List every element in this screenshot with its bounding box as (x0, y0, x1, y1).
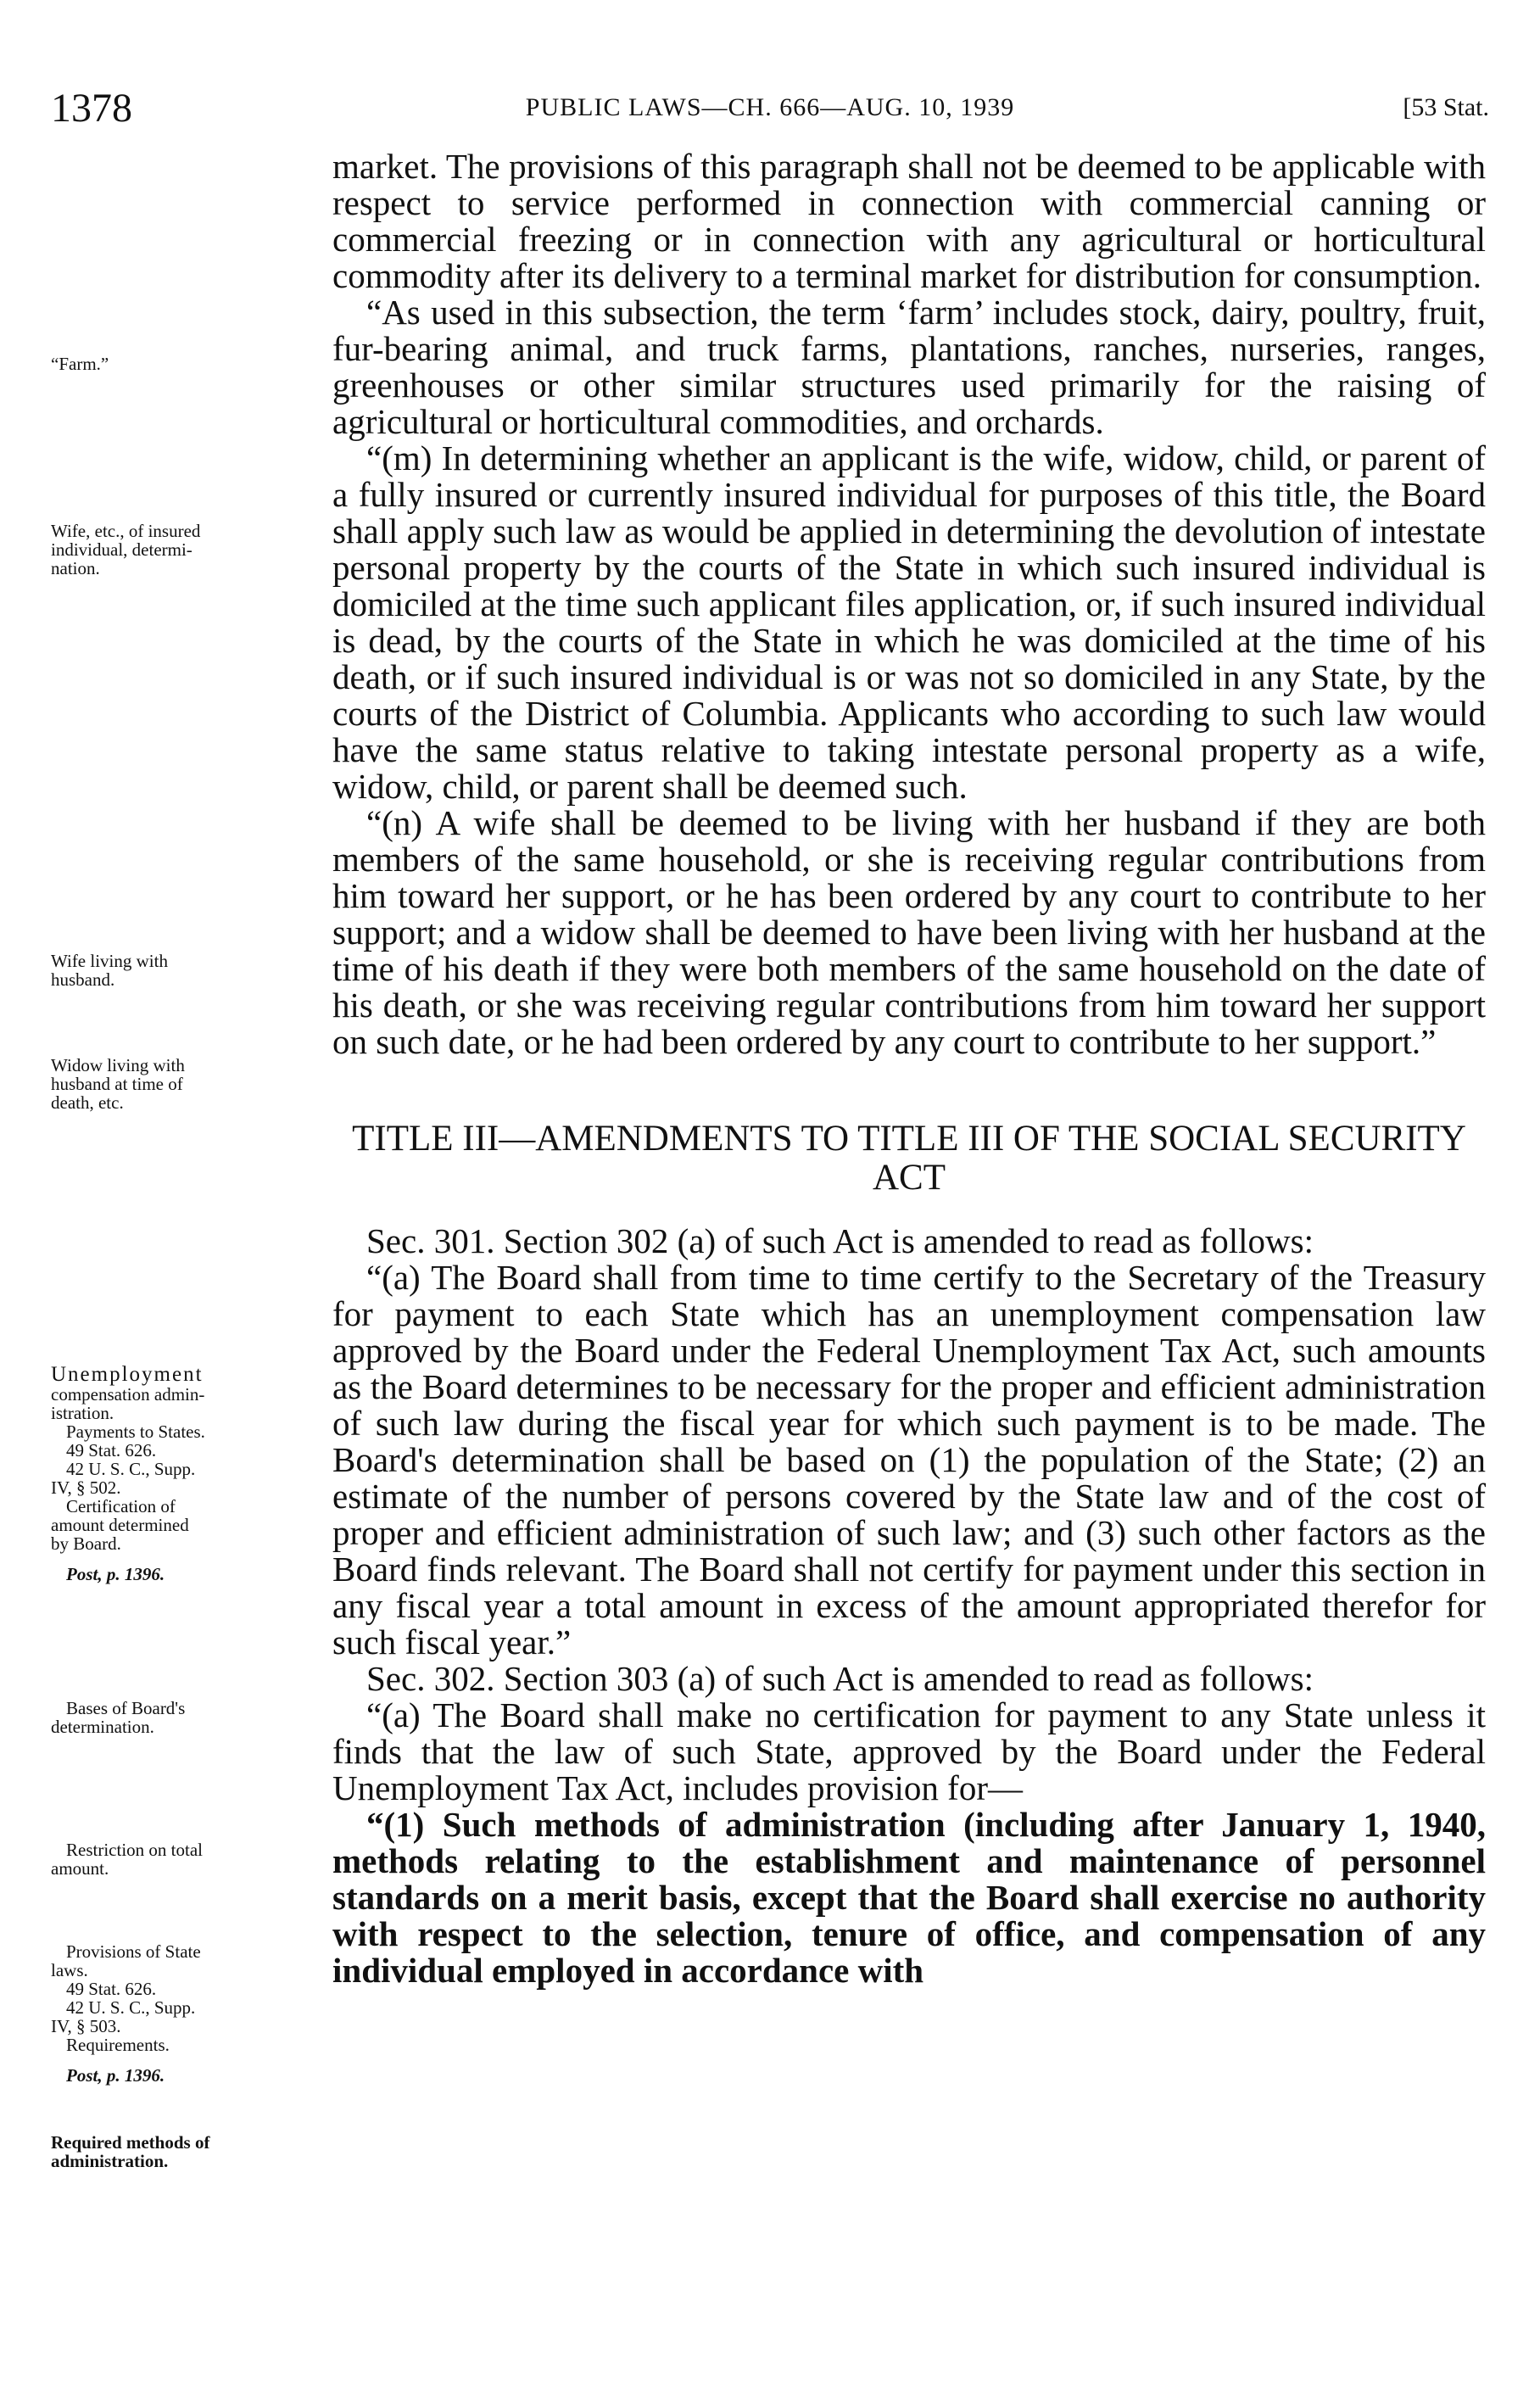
paragraph-m: “(m) In determining whether an applicant is the wife, widow, child, or parent of a fully insured or currently insured individual for purposes of this title, the Board shall apply such law as would be applied in determining the devolution of intestate personal property by the courts of the State in which such insured individual is domiciled at the time such applicant files application, or, if such insured individual is dead, by the courts of the State in which he was domiciled at the time of his death, or if such insured individual is or was not so domiciled in any State, by the courts of the District of Columbia. Applicants who according to such law would have the same status relative to taking intestate personal property as a wife, widow, child, or parent shall be deemed such. (332, 438, 1486, 806)
title-iii-heading: TITLE III—AMENDMENTS TO TITLE III OF THE SOCIAL SECURITY ACT (352, 1119, 1466, 1198)
section-302-intro: Sec. 302. Section 303 (a) of such Act is amended to read as follows: (366, 1659, 1314, 1698)
paragraph-301-a: “(a) The Board shall from time to time certify to the Secretary of the Treasury for payment to each State which has an unemployment compensation law approved by the Board under the Federal Unemployment Tax Act, such amounts as the Board determines to be necessary for the proper and efficient administration of such law during the fiscal year for which such payment is to be made. The Board's determination shall be based on (1) the population of the State; (2) an estimate of the number of persons covered by the State law and of the cost of proper and efficient administration of such law; and (3) such other factors as the Board finds relevant. The Board shall not certify for payment under this section in any fiscal year a total amount in excess of the amount appropriated therefor for such fiscal year.” (332, 1258, 1486, 1662)
section-301-intro: Sec. 301. Section 302 (a) of such Act is amended to read as follows: (366, 1221, 1314, 1260)
paragraph-n: “(n) A wife shall be deemed to be living with her husband if they are both members of the same household, or she is receiving regular contributions from him toward her support, or he has been ordered by any court to contribute to her support; and a widow shall be deemed to have been living with her husband at the time of his death if they were both members of the same household on the date of his death, or she was receiving regular contributions from him toward her support on such date, or he had been ordered by any court to contribute to her support.” (332, 803, 1486, 1061)
margin-note-wife-living: Wife living with husband. (51, 951, 168, 990)
margin-note-widow: Widow living with husband at time of death, etc. (51, 1055, 185, 1113)
page-number: 1378 (51, 86, 132, 131)
margin-note-farm: “Farm.” (51, 354, 109, 374)
margin-note-wife-status: Wife, etc., of insured individual, determi- nation. (51, 521, 201, 578)
margin-note-methods: Required methods of administration. (51, 2132, 210, 2171)
running-head (51, 85, 1489, 136)
running-title: PUBLIC LAWS—CH. 666—AUG. 10, 1939 (525, 93, 1015, 121)
margin-note-bases: Bases of Board's determination. (51, 1698, 186, 1737)
paragraph-1: “(1) Such methods of administration (including after January 1, 1940, methods relating to the establishment and maintenance of personnel standards on a merit basis, except that the Board shall exercise no authority with respect to the selection, tenure of office, and compensation of any individual employed in accordance with (332, 1805, 1486, 1990)
paragraph-farm-definition: “As used in this subsection, the term ‘farm’ includes stock, dairy, poultry, fruit, fur-bearing animal, and truck farms, plantations, ranches, nurseries, ranges, greenhouses or other similar structures used primarily for the raising of agricultural or horticultural commodities, and orchards. (332, 293, 1486, 441)
margin-note-unemployment: Unemployment compensation admin- istration. Payments to States. 49 Stat. 626. 42 U. S. C., Supp. IV, § 502. Certification of amount determined by Board. Post, p. 1396. (51, 1363, 205, 1584)
margin-note-restriction: Restriction on total amount. (51, 1840, 203, 1879)
volume-reference: [53 Stat. (1403, 93, 1489, 121)
paragraph-302-a: “(a) The Board shall make no certification for payment to any State unless it finds that the law of such State, approved by the Board under the Federal Unemployment Tax Act, includes provision for— (332, 1695, 1486, 1807)
paragraph-market: market. The provisions of this paragraph shall not be deemed to be applicable with respect to service performed in connection with commercial canning or commercial freezing or in connection with any agricultural or horticultural commodity after its delivery to a terminal market for distribution for consumption. (332, 147, 1486, 295)
margin-note-provisions: Provisions of State laws. 49 Stat. 626. 42 U. S. C., Supp. IV, § 503. Requirements. Post, p. 1396. (51, 1941, 201, 2086)
main-text-column (332, 148, 1486, 1989)
